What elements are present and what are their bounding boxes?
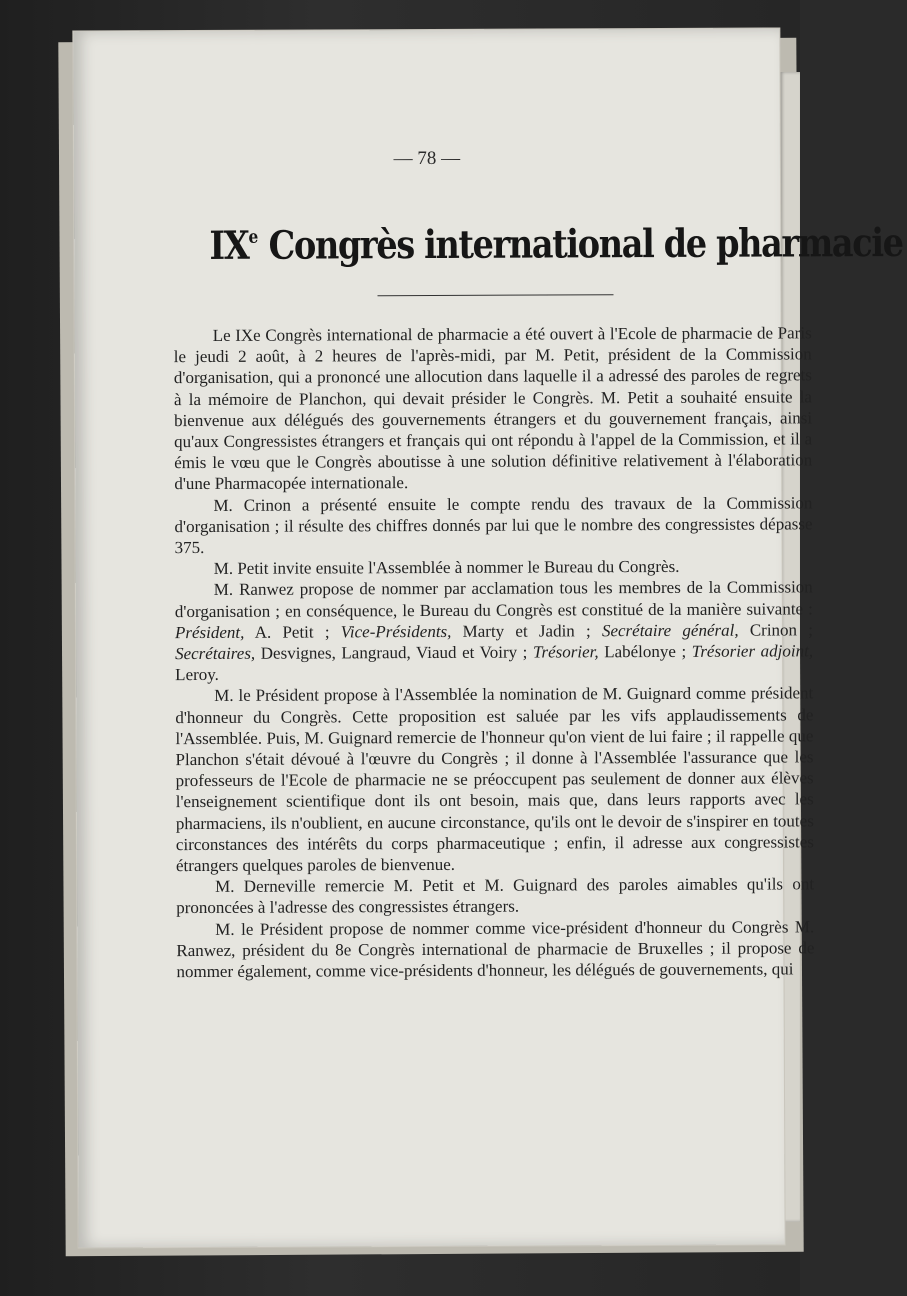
book-page xyxy=(73,28,903,1247)
bureau-vp: Marty et Jadin ; xyxy=(451,621,602,641)
bureau-ta: Leroy. xyxy=(175,665,219,685)
paragraph-bureau-call: M. Petit invite ensuite l'Assemblée à nommer le Bureau du Congrès. xyxy=(213,557,680,579)
paragraph-bureau xyxy=(175,577,813,686)
paragraph-derneville: M. Derneville remercie M. Petit et M. Guignard des paroles aimables qu'ils ont prononcées à l'adresse des congressistes étrangers. xyxy=(176,874,815,918)
title-rule xyxy=(378,294,614,296)
page-number: — 78 — xyxy=(393,147,461,170)
bureau-ta-label: Trésorier adjoint, xyxy=(691,641,814,661)
bureau-sec-label: Secrétaires, xyxy=(175,643,256,664)
page-title xyxy=(209,219,903,269)
bureau-tres: Labélonye ; xyxy=(598,641,692,662)
paragraph-crinon: M. Crinon a présenté ensuite le compte rendu des travaux de la Commission d'organisation ; il résulte des chiffres donnés par lui que le nombre des congressistes dépasse 375. xyxy=(174,492,813,558)
title-superscript: e xyxy=(248,226,259,248)
body-text xyxy=(174,322,815,982)
title-roman: IX xyxy=(209,222,249,269)
bureau-president-label: Président, xyxy=(174,622,245,642)
bureau-sec: Desvignes, Langraud, Viaud et Voiry ; xyxy=(255,642,533,663)
bureau-vp-label: Vice-Présidents, xyxy=(340,621,452,642)
paragraph-guignard: M. le Président propose à l'Assemblée la nomination de M. Guignard comme président d'honneur du Congrès. Cette proposition est saluée par les vifs applaudissements de l'Assemblée. Puis, M. Guignard remercie de l'honneur qu'on vient de lui faire ; il rappelle que Planchon s'était dévoué à l'œuvre du Congrès ; il donne à l'Assemblée l'assurance que les professeurs de l'Ecole de pharmacie ne se préoccupent pas seulement de donner aux élèves l'enseignement scientifique dont ils ont besoin, mais que, dans leurs rapports avec les pharmaciens, ils n'oublient, en aucune circonstance, qu'ils ont le devoir de s'inspirer en toutes circonstances des intérêts du corps pharmaceutique ; enfin, il adresse aux congressistes étrangers quelques paroles de bienvenue. xyxy=(175,683,814,876)
bureau-tres-label: Trésorier, xyxy=(532,642,599,662)
bureau-sg-label: Secrétaire général, xyxy=(601,620,739,641)
paragraph-ranwez: M. le Président propose de nommer comme vice-président d'honneur du Congrès M. Ranwez, président du 8e Congrès international de pharmacie de Bruxelles ; il propose de nommer également, comme vice-présidents d'honneur, les délégués de gouvernements, qui xyxy=(176,917,815,982)
bureau-intro: M. Ranwez propose de nommer par acclamation tous les membres de la Commission d'organisation ; en conséquence, le Bureau du Congrès est constitué de la manière suivante : xyxy=(174,577,813,621)
paragraph-opening: Le IXe Congrès international de pharmacie a été ouvert à l'Ecole de pharmacie de Paris le jeudi 2 août, à 2 heures de l'après-midi, par M. Petit, président de la Commission d'organisation, qui a prononcé une allocution dans laquelle il a adressé des paroles de regrets à la mémoire de Planchon, qui devait présider le Congrès. M. Petit a souhaité ensuite la bienvenue aux délégués des gouvernements étrangers et du gouvernement français, ainsi qu'aux Congressistes étrangers et français qui ont répondu à l'appel de la Commission, et il a émis le vœu que le Congrès aboutisse à une solution définitive relativement à l'élaboration d'une Pharmacopée internationale. xyxy=(173,323,813,494)
bureau-sg: Crinon ; xyxy=(738,620,814,640)
bureau-president: A. Petit ; xyxy=(244,622,341,642)
title-text: Congrès international de pharmacie xyxy=(258,219,903,269)
